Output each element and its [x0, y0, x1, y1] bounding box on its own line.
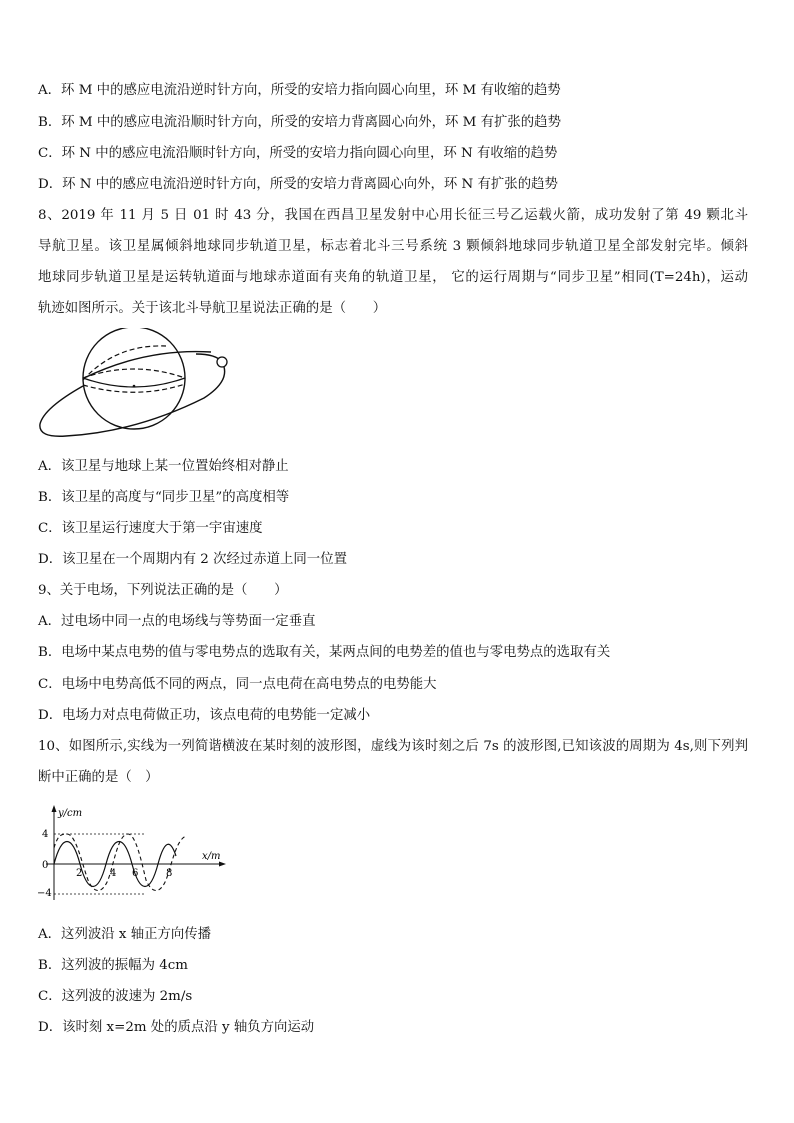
q8-option-a: A．该卫星与地球上某一位置始终相对静止 — [38, 459, 289, 474]
q8-stem-line-2: 导航卫星。该卫星属倾斜地球同步轨道卫星，标志着北斗三号系统 3 颗倾斜地球同步轨道卫星全部发射完毕。倾斜 — [38, 239, 748, 254]
x-tick-2: 2 — [76, 868, 83, 879]
q8-option-d: D．该卫星在一个周期内有 2 次经过赤道上同一位置 — [38, 552, 347, 567]
x-tick-6: 6 — [132, 868, 139, 879]
q9-stem: 9、关于电场，下列说法正确的是（ ） — [38, 583, 288, 598]
q10-option-c: C．这列波的波速为 2m/s — [38, 989, 193, 1004]
q8-option-b: B．该卫星的高度与“同步卫星”的高度相等 — [38, 490, 290, 505]
q8-option-c: C．该卫星运行速度大于第一宇宙速度 — [38, 521, 263, 536]
wave-dashed — [54, 834, 186, 891]
orbit-hidden — [83, 346, 166, 380]
q9-option-c: C．电场中电势高低不同的两点，同一点电荷在高电势点的电势能大 — [38, 677, 437, 692]
q10-stem-line-2: 断中正确的是（ ） — [38, 770, 159, 785]
y-tick-0: 0 — [42, 860, 49, 871]
x-axis-label: x/m — [202, 851, 221, 862]
q10-option-a: A．这列波沿 x 轴正方向传播 — [38, 927, 212, 942]
q7-option-c: C．环 N 中的感应电流沿顺时针方向，所受的安培力指向圆心向里，环 N 有收缩的趋势 — [38, 146, 558, 161]
q9-option-b: B．电场中某点电势的值与零电势点的选取有关，某两点间的电势差的值也与零电势点的选取有关 — [38, 645, 611, 660]
y-axis-label: y/cm — [58, 808, 83, 819]
q9-option-a: A．过电场中同一点的电场线与等势面一定垂直 — [38, 614, 316, 629]
q9-option-d: D．电场力对点电荷做正功，该点电荷的电势能一定减小 — [38, 708, 371, 723]
earth-center — [133, 385, 136, 388]
orbit-figure — [36, 328, 236, 448]
y-axis-arrow — [52, 805, 57, 812]
q8-stem-line-1: 8、2019 年 11 月 5 日 01 时 43 分，我国在西昌卫星发射中心用长征三号乙运载火箭，成功发射了第 49 颗北斗 — [38, 208, 748, 223]
orbit-front — [40, 354, 225, 436]
y-tick-4: 4 — [42, 829, 49, 840]
q7-option-d: D．环 N 中的感应电流沿逆时针方向，所受的安培力背离圆心向外，环 N 有扩张的趋势 — [38, 177, 558, 192]
equator-back — [83, 369, 185, 378]
x-tick-4: 4 — [110, 868, 117, 879]
orbit-top — [84, 352, 211, 378]
wave-figure — [36, 804, 236, 908]
q8-stem-line-4: 轨迹如图所示。关于该北斗导航卫星说法正确的是（ ） — [38, 301, 387, 316]
q10-option-b: B．这列波的振幅为 4cm — [38, 958, 188, 973]
x-tick-8: 8 — [166, 868, 173, 879]
q8-stem-line-3: 地球同步轨道卫星是运转轨道面与地球赤道面有夹角的轨道卫星， 它的运行周期与“同步卫星”相同(T=24h)，运动 — [38, 270, 748, 285]
q10-stem-line-1: 10、如图所示,实线为一列简谐横波在某时刻的波形图，虚线为该时刻之后 7s 的波形图,已知该波的周期为 4s,则下列判 — [38, 739, 748, 754]
q10-option-d: D．该时刻 x=2m 处的质点沿 y 轴负方向运动 — [38, 1020, 315, 1035]
satellite — [217, 357, 227, 367]
q7-option-b: B．环 M 中的感应电流沿顺时针方向，所受的安培力背离圆心向外，环 M 有扩张的趋势 — [38, 115, 561, 130]
x-axis-arrow — [219, 862, 226, 867]
q7-option-a: A．环 M 中的感应电流沿逆时针方向，所受的安培力指向圆心向里，环 M 有收缩的趋势 — [38, 83, 561, 98]
y-tick-neg4: −4 — [37, 888, 52, 899]
